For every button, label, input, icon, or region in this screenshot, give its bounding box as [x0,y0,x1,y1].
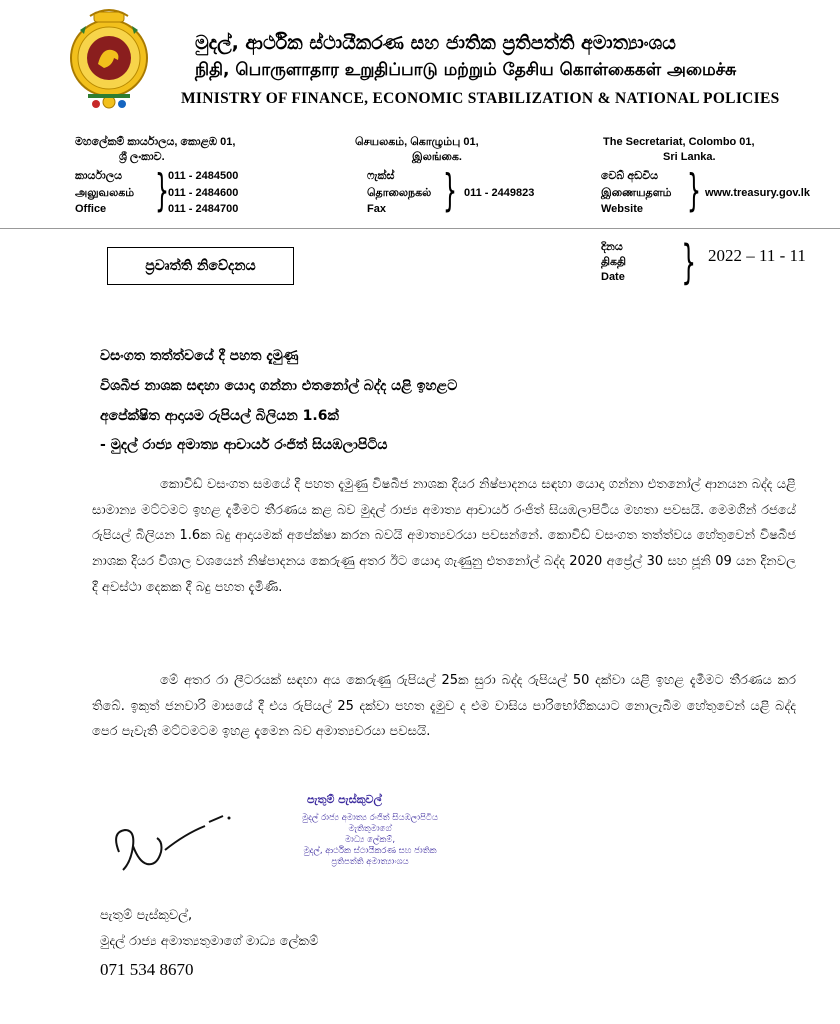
office-brace: } [155,165,169,216]
ministry-title-english: MINISTRY OF FINANCE, ECONOMIC STABILIZATION & NATIONAL POLICIES [181,90,780,107]
headline-line-1: වසංගත තත්ත්වයේ දී පහත දැමුණු [100,348,299,364]
ministry-title-sinhala: මුදල්, ආර්ථික ස්ථායීකරණ සහ ජාතික ප්‍රතිපත්ති අමාත්‍යාංශය [195,32,676,54]
ministry-title-tamil: நிதி, பொருளாதார உறுதிப்பாடு மற்றும் தேசிய கொள்கைகள் அமைச்சு [195,60,737,80]
official-stamp: මුදල් රාජ්‍ය අමාත්‍ය රංජිත් සියඹලාපිටිය මැතිතුමාගේ මාධ්‍ය ලේකම්, මුදල්, ආර්ථික ස්ථායීකරණ සහ ජාතික ප්‍රතිපත්ති අමාත්‍යාංශය [301,813,439,867]
website-url: www.treasury.gov.lk [705,187,810,199]
fax-number: 011 - 2449823 [464,187,535,199]
website-brace: } [687,165,701,216]
date-brace: } [681,235,696,289]
stamp-name: පැතුම් පැස්කුවල් [307,793,382,806]
press-release-label: ප්‍රවෘත්ති නිවේදනය [107,247,294,285]
footer-name: පැතුම් පැස්කුවල්, [100,908,193,923]
address-english: The Secretariat, Colombo 01, Sri Lanka. [603,136,755,163]
date-value: 2022 – 11 - 11 [708,246,806,265]
footer-title: මුදල් රාජ්‍ය අමාත්‍යතුමාගේ මාධ්‍ය ලේකම් [100,934,319,949]
headline-line-2: විශබීජ නාශක සඳහා යොදා ගන්නා එතනෝල් බද්ද යළි ඉහළට [100,378,458,394]
office-labels: කාර්යාලය அலுவலகம் Office [75,170,135,215]
header-divider [0,228,840,229]
fax-brace: } [443,165,457,216]
headline-line-4: - මුදල් රාජ්‍ය අමාත්‍ය ආචාර්ය රංජිත් සියඹලාපිටිය [100,437,388,453]
body-paragraph-2: මේ අතර රා ලීටරයක් සඳහා අය කෙරුණු රුපියල් 25ක සුරා බද්ද රුපියල් 50 දක්වා යළි ඉහළ දැමීමට තීරණය කර තිබේ. ඉකුත් ජනවාරි මාසයේ දී එය රුපියල් 25 දක්වා පහත දැමුව ද එම වාසිය පාරිභෝගිකයාට නොලැබීම හේතුවෙන් යළි බද්ද පෙර පැවැති මට්ටමටම ඉහළ දැමෙන බව අමාත්‍යවරයා පවසයි. [92,673,796,740]
handwritten-signature [105,812,245,882]
website-labels: වෙබ් අඩවිය இணையதளம் Website [601,170,672,215]
office-phones: 011 - 2484500 011 - 2484600 011 - 2484700 [168,170,239,215]
date-labels: දිනය திகதி Date [601,241,627,283]
body-paragraph-1: කොවිඩ් වසංගත සමයේ දී පහත දැමුණු විෂබීජ නාශක දියර නිෂ්පාදනය සඳහා යොදා ගන්නා එතනෝල් ආනයන බද්ද යළි සාමාන්‍ය මට්ටමට ඉහළ දැමීමට තීරණය කළ බව මුදල් රාජ්‍ය අමාත්‍ය ආචාර්ය රංජිත් සියඹලාපිටිය මහතා පවසයි. මෙමගින් රජයේ රුපියල් බිලියන 1.6ක බදු ආදායමක් අපේක්ෂා කරන බවයි අමාත්‍යවරයා පවසන්නේ. කොවිඩ් වසංගත තත්ත්වය හේතුවෙන් විෂබීජ නාශක දියර විශාල වශයෙන් නිෂ්පාදනය කෙරුණු අතර ඊට යොදා ගැණුනු එතනෝල් බද්ද 2020 අප්‍රේල් 30 සහ ජූනි 09 යන දිනවල දී අවස්ථා දෙකක දී බදු පහත දැමිණි. [92,477,796,595]
address-tamil: செயலகம், கொழும்பு 01, இலங்கை. [355,136,479,163]
fax-labels: ෆැක්ස් தொலைநகல் Fax [367,170,432,215]
footer-phone: 071 534 8670 [100,960,194,979]
sri-lanka-emblem-icon [68,8,150,116]
address-sinhala: මහලේකම් කාර්යාලය, කොළඹ 01, ශ්‍රී ලංකාව. [75,136,236,163]
headline-line-3: අපේක්ෂිත ආදායම රුපියල් බිලියන 1.6ක් [100,408,339,424]
